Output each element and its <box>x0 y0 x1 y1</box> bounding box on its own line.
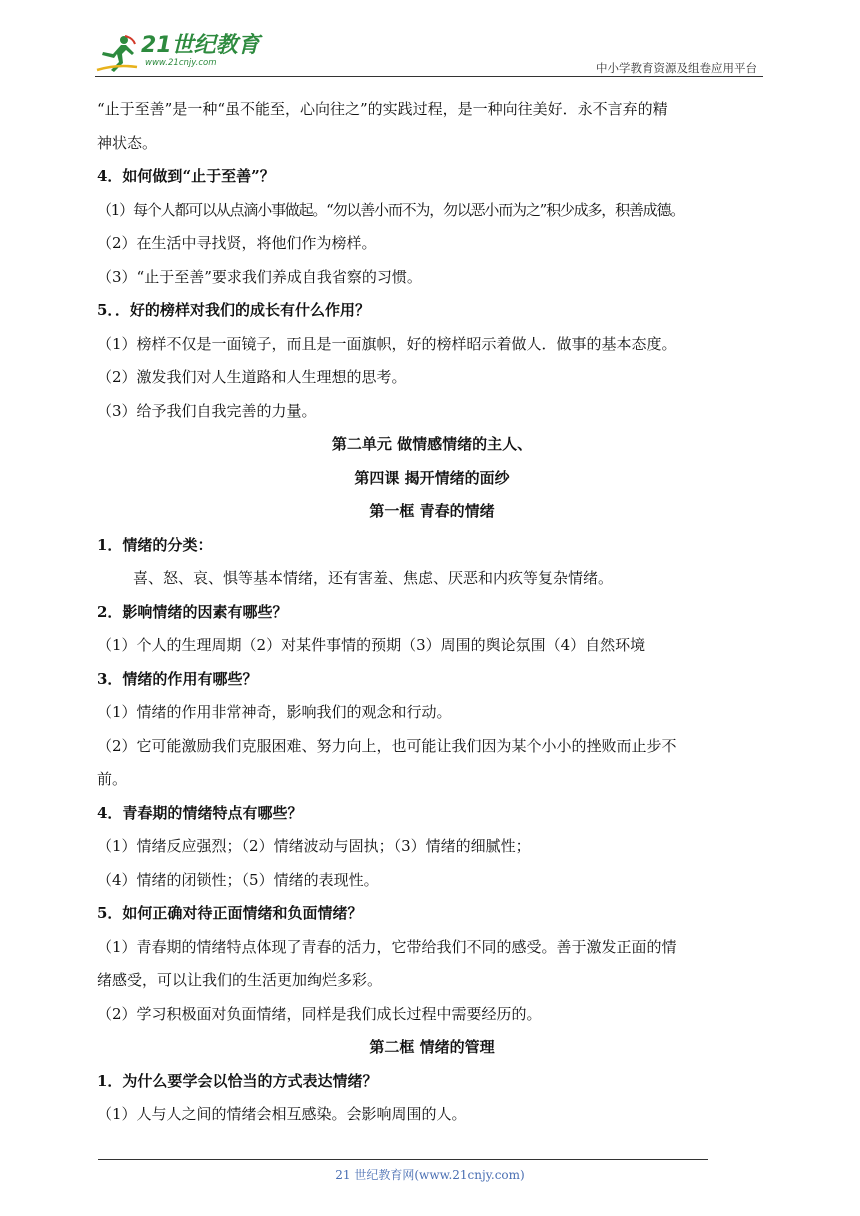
answer-item: （1）情绪的作用非常神奇，影响我们的观念和行动。 <box>97 703 452 721</box>
site-logo[interactable] <box>95 34 260 74</box>
body-text: 神状态。 <box>97 133 158 152</box>
answer-item: （2）在生活中寻找贤，将他们作为榜样。 <box>97 234 377 252</box>
answer-item: 绪感受，可以让我们的生活更加绚烂多彩。 <box>97 971 383 989</box>
question-heading: 3．情绪的作用有哪些？ <box>97 669 258 688</box>
answer-item: （3）给予我们自我完善的力量。 <box>97 401 317 420</box>
document-body <box>97 93 767 1132</box>
answer-item: （3）“止于至善”要求我们养成自我省察的习惯。 <box>97 267 422 286</box>
question-heading: 1．情绪的分类： <box>97 535 213 554</box>
footer-divider <box>98 1159 708 1160</box>
page-header <box>95 30 763 78</box>
logo-title: 21世纪教育 <box>141 33 260 58</box>
answer-item: （1）每个人都可以从点滴小事做起。“勿以善小而不为，勿以恶小而为之”积少成多，积善成德。 <box>97 200 685 219</box>
platform-tagline: 中小学教育资源及组卷应用平台 <box>596 61 757 75</box>
question-heading: 1．为什么要学会以恰当的方式表达情绪？ <box>97 1071 378 1090</box>
header-divider <box>95 76 763 77</box>
section-title: 第一框 青春的情绪 <box>369 502 495 520</box>
question-heading: 4．青春期的情绪特点有哪些？ <box>97 803 303 822</box>
answer-item: 前。 <box>97 770 128 788</box>
answer-item: （2）激发我们对人生道路和人生理想的思考。 <box>97 368 407 386</box>
question-heading: 2．影响情绪的因素有哪些？ <box>97 602 288 621</box>
body-text: 喜、怒、哀、惧等基本情绪，还有害羞、焦虑、厌恶和内疚等复杂情绪。 <box>133 569 614 587</box>
answer-item: （1）个人的生理周期（2）对某件事情的预期（3）周围的舆论氛围（4）自然环境 <box>97 636 646 654</box>
answer-item: （1）青春期的情绪特点体现了青春的活力，它带给我们不同的感受。善于激发正面的情 <box>97 937 677 956</box>
question-heading: 4．如何做到“止于至善”？ <box>97 167 275 185</box>
lesson-title: 第四课 揭开情绪的面纱 <box>354 468 510 487</box>
question-heading: 5．如何正确对待正面情绪和负面情绪？ <box>97 904 363 922</box>
unit-title: 第二单元 做情感情绪的主人、 <box>331 435 533 453</box>
section-title: 第二框 情绪的管理 <box>369 1038 495 1056</box>
running-figure-icon <box>95 34 139 74</box>
answer-item: （2）它可能激励我们克服困难、努力向上，也可能让我们因为某个小小的挫败而止步不 <box>97 736 677 755</box>
answer-item: （4）情绪的闭锁性；（5）情绪的表现性。 <box>97 870 379 889</box>
answer-item: （1）情绪反应强烈；（2）情绪波动与固执；（3）情绪的细腻性； <box>97 837 531 855</box>
answer-item: （2）学习积极面对负面情绪，同样是我们成长过程中需要经历的。 <box>97 1004 542 1023</box>
logo-url: www.21cnjy.com <box>145 58 217 68</box>
question-heading: 5．．好的榜样对我们的成长有什么作用？ <box>97 301 370 319</box>
footer-link[interactable]: 21 世纪教育网(www.21cnjy.com) <box>335 1168 525 1182</box>
answer-item: （1）榜样不仅是一面镜子，而且是一面旗帜，好的榜样昭示着做人．做事的基本态度。 <box>97 334 677 353</box>
answer-item: （1）人与人之间的情绪会相互感染。会影响周围的人。 <box>97 1105 467 1123</box>
body-text: “止于至善”是一种“虽不能至，心向往之”的实践过程，是一种向往美好．永不言弃的精 <box>97 100 668 118</box>
